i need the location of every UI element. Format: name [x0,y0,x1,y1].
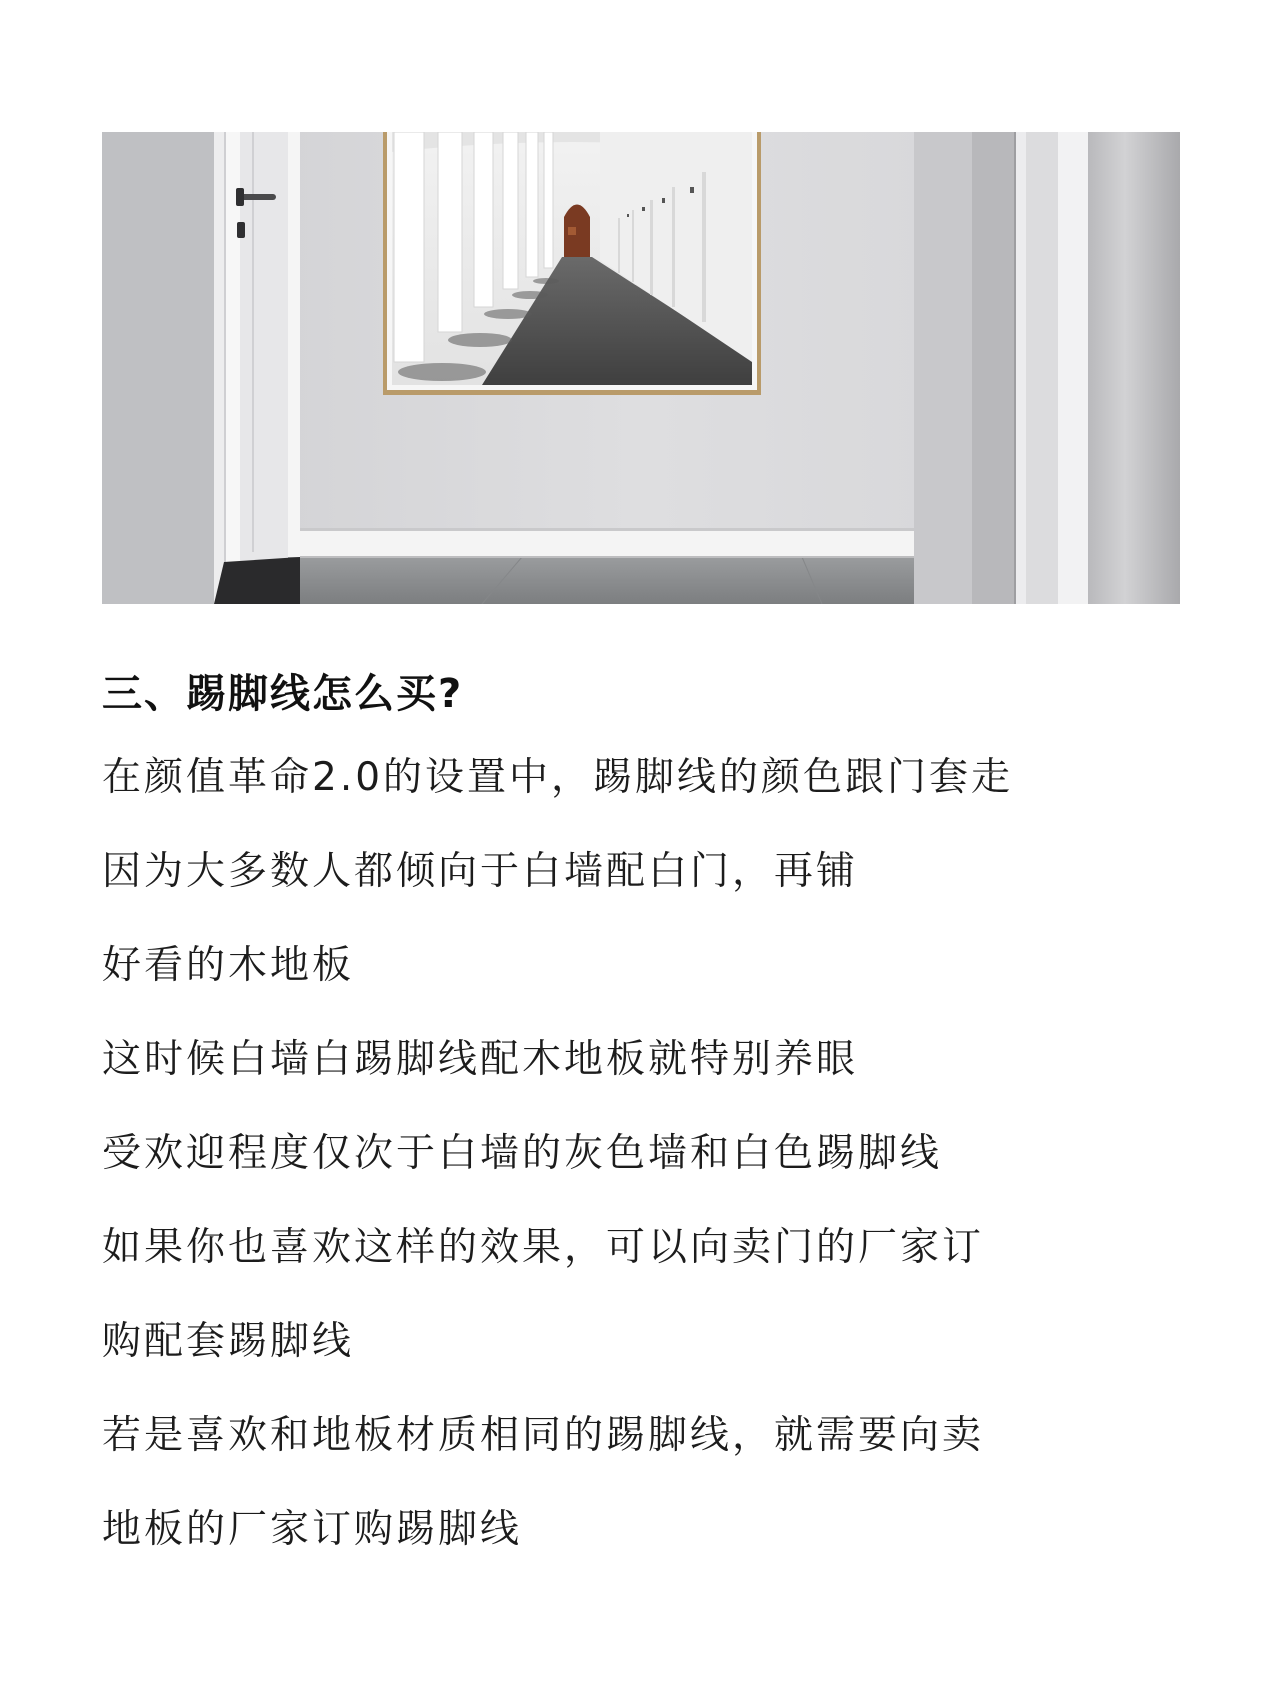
hallway-illustration [102,132,1180,604]
body-line: 因为大多数人都倾向于白墙配白门，再铺 [102,849,859,894]
body-line: 受欢迎程度仅次于白墙的灰色墙和白色踢脚线 [102,1131,943,1176]
body-line: 如果你也喜欢这样的效果，可以向卖门的厂家订 [102,1225,985,1270]
body-line: 购配套踢脚线 [102,1319,355,1364]
body-line: 这时候白墙白踢脚线配木地板就特别养眼 [102,1037,859,1082]
body-line: 地板的厂家订购踢脚线 [102,1507,523,1552]
body-line: 好看的木地板 [102,943,355,988]
section-heading: 三、踢脚线怎么买? [102,671,464,717]
body-line: 在颜值革命2.0的设置中，踢脚线的颜色跟门套走 [102,755,1014,800]
article-body [102,750,1192,1596]
body-line: 若是喜欢和地板材质相同的踢脚线，就需要向卖 [102,1413,985,1458]
hallway-photo [102,132,1180,604]
